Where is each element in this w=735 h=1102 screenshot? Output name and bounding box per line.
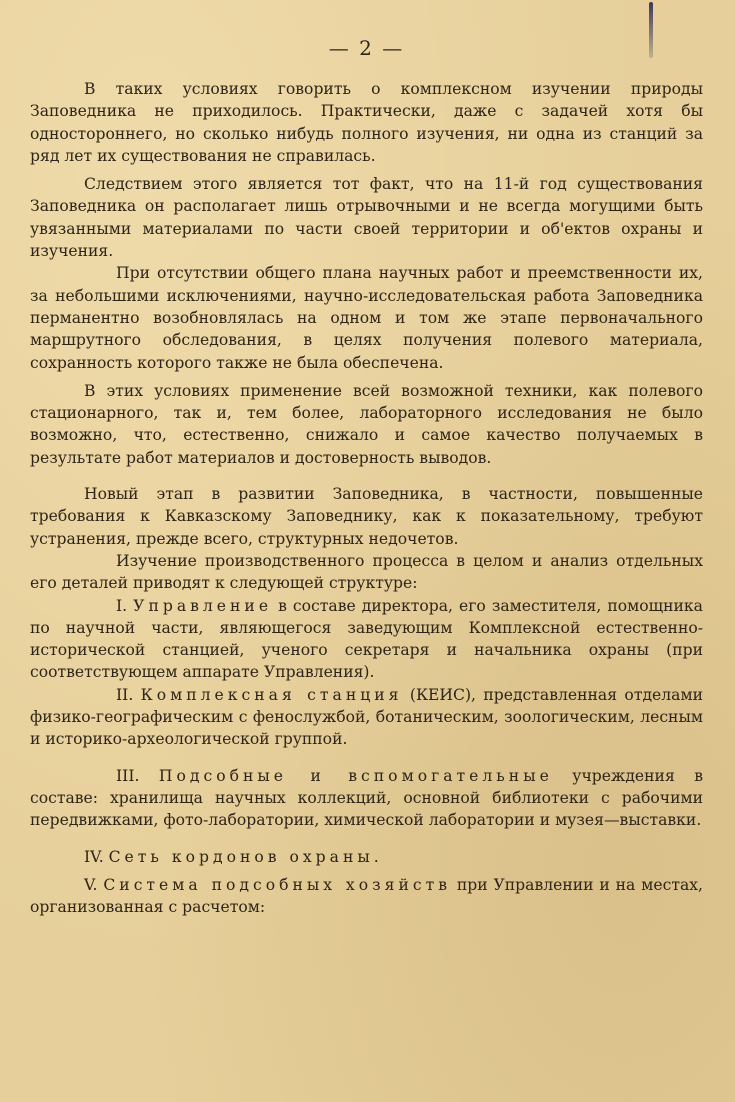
structure-item-2	[30, 684, 703, 751]
structure-item-4-heading: Сеть кордонов охраны.	[108, 847, 383, 866]
structure-item-1	[30, 595, 703, 684]
structure-item-5-numeral: V.	[84, 875, 98, 894]
structure-item-5	[30, 874, 703, 919]
structure-item-3-heading: Подсобные и вспомогательные	[158, 766, 553, 785]
paragraph-5: Новый этап в развитии Заповедника, в частности, повышенные требования к Кавказскому Заповеднику, как к показательному, требуют устранения, прежде всего, структурных недочетов.	[30, 485, 703, 548]
paragraph-4: В этих условиях применение всей возможной техники, как полевого стационарного, так и, тем более, лабораторного исследования не было возможно, что, естественно, снижало и самое качество получаемых в результате работ материалов и достоверность выводов.	[30, 381, 703, 467]
paragraph-6: Изучение производственного процесса в целом и анализ отдельных его деталей приводят к следующей структуре:	[30, 551, 703, 593]
structure-item-5-text: при Управлении и на местах, организованная с расчетом:	[30, 875, 703, 917]
structure-item-2-numeral: II.	[116, 685, 134, 704]
structure-item-5-heading: Система подсобных хозяйств	[103, 875, 451, 894]
structure-item-1-text: в составе директора, его заместителя, помощника по научной части, являющегося заведующим Комплексной естественно-исторической станцией, ученого секретаря и начальника охраны (при соответствующем аппарате Управления).	[30, 596, 703, 682]
page-number: — 2 —	[328, 36, 405, 60]
paragraph-2: Следствием этого является тот факт, что на 11-й год существования Заповедника он располагает лишь отрывочными и не всегда могущими быть увязанными материалами по части своей территории и об'ектов охраны и изучения.	[30, 175, 703, 261]
structure-item-2-heading: Комплексная станция	[140, 685, 403, 704]
structure-item-1-numeral: I.	[116, 596, 128, 615]
paragraph-1: В таких условиях говорить о комплексном изучении природы Заповедника не приходилось. Практически, даже с задачей хотя бы одностороннего, но сколько нибудь полного изучения, ни одна из станций за ряд лет их существования не справилась.	[30, 80, 703, 165]
structure-item-1-heading: Управление	[133, 596, 273, 615]
paragraph-3: При отсутствии общего плана научных работ и преемственности их, за небольшими исключениями, научно-исследовательская работа Заповедника перманентно возобновлялась на одном и том же этапе первоначального маршрутного обследования, в целях получения полевого материала, сохранность которого также не была обеспечена.	[30, 264, 703, 372]
structure-item-3-text: учреждения в составе: хранилища научных коллекций, основной библиотеки с рабочими передвижками, фото-лаборатории, химической лаборатории и музея—выставки.	[30, 766, 703, 830]
structure-item-3	[30, 765, 703, 832]
structure-item-4-numeral: IV.	[84, 847, 104, 866]
structure-item-4	[30, 846, 703, 868]
structure-item-2-text: (КЕИС), представленная отделами физико-географическим с фенослужбой, ботаническим, зоологическим, лесным и историко-археологической группой.	[30, 685, 703, 749]
structure-item-3-numeral: III.	[116, 766, 140, 785]
